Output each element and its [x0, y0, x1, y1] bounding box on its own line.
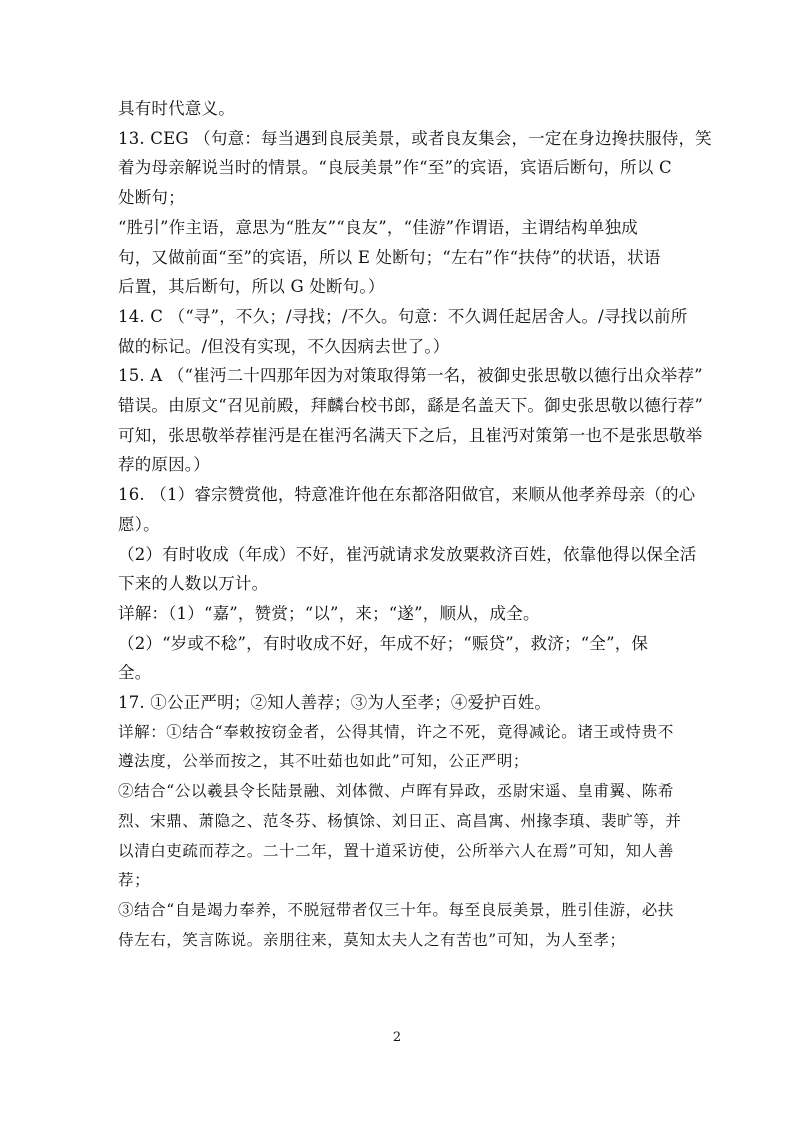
text-line: 处断句； — [118, 188, 185, 208]
text-line: 荐的原因。） — [118, 455, 210, 475]
text-line: 愿）。 — [118, 514, 160, 534]
text-line: 13. CEG （句意：每当遇到良辰美景，或者良友集会，一定在身边搀扶服侍，笑 — [118, 128, 712, 148]
text-line: 句，又做前面“至”的宾语，所以 E 处断句；“左右”作“扶侍”的状语，状语 — [118, 247, 661, 267]
text-line: 以清白吏疏而荐之。二十二年，置十道采访使，公所举六人在焉”可知，知人善 — [118, 841, 674, 860]
text-line: 做的标记。/但没有实现，不久因病去世了。） — [118, 336, 450, 356]
text-line: 14. C （“寻”，不久；/寻找；/不久。句意：不久调任起居舍人。/寻找以前所 — [118, 306, 688, 326]
text-line: 遵法度，公举而按之，其不吐茹也如此”可知，公正严明； — [118, 752, 530, 771]
text-line: 16. （1）睿宗赞赏他，特意准许他在东都洛阳做官，来顺从他孝养母亲（的心 — [118, 485, 696, 505]
text-line: 详解：（1）“嘉”，赞赏；“以”，来；“遂”，顺从，成全。 — [118, 603, 540, 623]
text-line: 下来的人数以万计。 — [118, 574, 269, 594]
text-line: 着为母亲解说当时的情景。“良辰美景”作“至”的宾语，宾语后断句，所以 C — [118, 158, 672, 178]
text-line: 可知，张思敬举荐崔沔是在崔沔名满天下之后，且崔沔对策第一也不是张思敬举 — [118, 425, 703, 445]
text-line: 具有时代意义。 — [118, 99, 235, 118]
text-line: 后置，其后断句，所以 G 处断句。） — [118, 277, 385, 297]
text-line: 烈、宋鼎、萧隐之、范冬芬、杨慎馀、刘日正、高昌寓、州掾李瑱、裴旷等，并 — [118, 811, 682, 830]
text-line: 详解：①结合“奉敕按窃金者，公得其情，许之不死，竟得减论。诸王或恃贵不 — [118, 722, 674, 741]
text-line: “胜引”作主语，意思为“胜友”“良友”，“佳游”作谓语，主谓结构单独成 — [118, 217, 638, 237]
page-number: 2 — [392, 1030, 402, 1045]
text-line: 荐； — [118, 871, 151, 890]
text-line: （2）有时收成（年成）不好，崔沔就请求发放粟救济百姓，依靠他得以保全活 — [118, 544, 697, 564]
text-line: 侍左右，笑言陈说。亲朋往来，莫知太夫人之有苦也”可知，为人至孝； — [118, 930, 626, 949]
text-line: ②结合“公以羲县令长陆景融、刘体微、卢晖有异政，丞尉宋遥、皇甫翼、陈希 — [118, 782, 674, 801]
text-line: 错误。由原文“召见前殿，拜麟台校书郎，繇是名盖天下。御史张思敬以德行荐” — [118, 396, 704, 416]
text-line: 15. A （“崔沔二十四那年因为对策取得第一名，被御史张思敬以德行出众举荐” — [118, 366, 703, 386]
answer-text-body — [118, 94, 712, 955]
text-line: 全。 — [118, 663, 152, 683]
text-line: （2）“岁或不稔”，有时收成不好，年成不好；“赈贷”，救济；“全”，保 — [118, 633, 649, 653]
text-line: 17. ①公正严明；②知人善荐；③为人至孝；④爱护百姓。 — [118, 693, 552, 713]
text-line: ③结合“自是竭力奉养，不脱冠带者仅三十年。每至良辰美景，胜引佳游，必扶 — [118, 900, 674, 919]
